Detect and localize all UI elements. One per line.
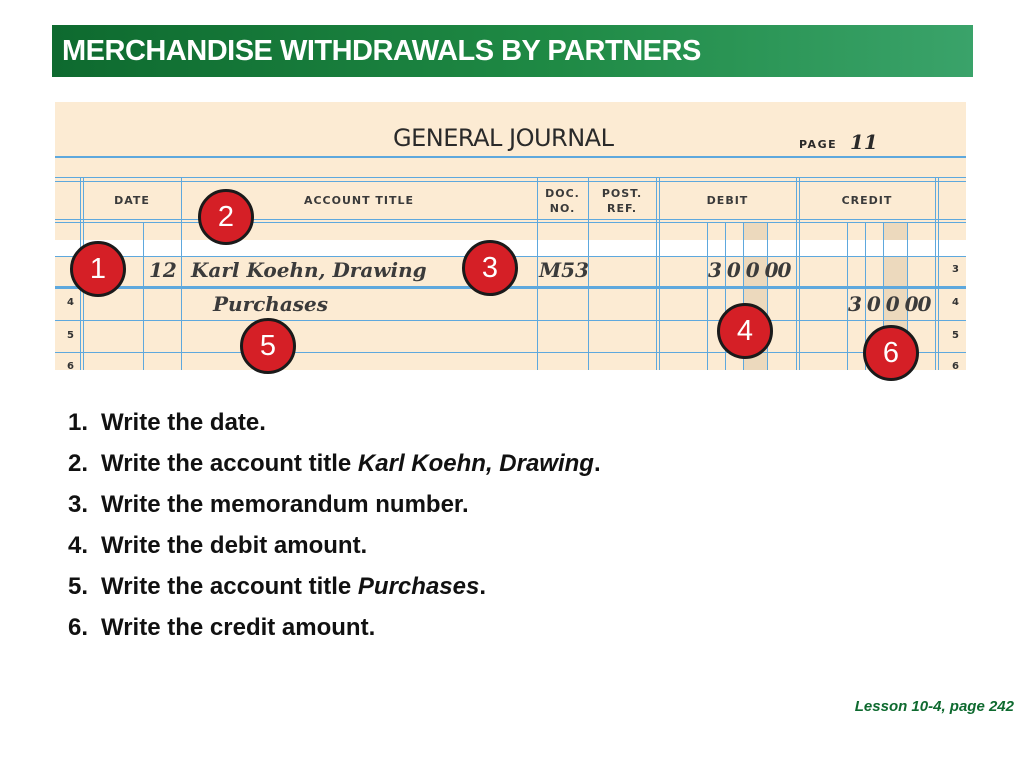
instruction-item	[68, 525, 601, 566]
step-number: 5.	[68, 573, 89, 600]
col-header-date: DATE	[114, 194, 150, 207]
rule	[55, 222, 966, 223]
callout-badge-5: 5	[240, 318, 296, 374]
line-number: 5	[952, 330, 959, 341]
col-header-debit: DEBIT	[706, 194, 749, 207]
step-number: 6.	[68, 614, 89, 641]
entry-account-purchases: Purchases	[213, 292, 329, 316]
slide-title-bar	[52, 25, 973, 77]
rule	[55, 181, 966, 182]
instruction-item	[68, 607, 601, 648]
instruction-item	[68, 484, 601, 525]
entry-date: 12	[149, 258, 177, 282]
line-number: 4	[67, 297, 74, 308]
step-number: 1.	[68, 409, 89, 436]
rule	[143, 222, 144, 370]
step-italic-text: Karl Koehn, Drawing	[357, 450, 594, 477]
page-label: PAGE	[799, 138, 838, 151]
col-header-credit: CREDIT	[841, 194, 893, 207]
step-text: Write the credit amount.	[101, 614, 376, 641]
entry-debit-amount: 3 0 0 00	[708, 258, 791, 282]
rule	[55, 352, 966, 353]
callout-badge-6: 6	[863, 325, 919, 381]
general-journal	[55, 102, 966, 370]
step-italic-text: Purchases	[357, 573, 480, 600]
step-number: 4.	[68, 532, 89, 559]
step-text: Write the account title	[101, 573, 358, 600]
instruction-item	[68, 443, 601, 484]
step-end: .	[479, 573, 486, 600]
step-text: Write the debit amount.	[101, 532, 368, 559]
entry-doc-number: M53	[539, 258, 589, 282]
callout-badge-1: 1	[70, 241, 126, 297]
callout-badge-3: 3	[462, 240, 518, 296]
col-header-account-title: ACCOUNT TITLE	[303, 194, 415, 207]
lesson-reference: Lesson 10-4, page 242	[854, 698, 1014, 715]
col-header-post-ref	[588, 186, 656, 216]
rule	[707, 222, 708, 370]
step-text: Write the date.	[101, 409, 266, 436]
rule	[656, 178, 657, 370]
rule	[55, 219, 966, 220]
rule	[938, 178, 939, 370]
col-header-doc-line2: NO.	[549, 202, 576, 215]
rule	[935, 178, 936, 370]
line-number: 6	[952, 361, 959, 370]
line-number: 6	[67, 361, 74, 370]
col-header-doc-no	[537, 186, 588, 216]
journal-heading: GENERAL JOURNAL	[393, 124, 614, 152]
line-number: 3	[952, 264, 959, 275]
col-header-post-line2: REF.	[606, 202, 638, 215]
rule	[55, 320, 966, 321]
step-text: Write the memorandum number.	[101, 491, 469, 518]
line-number: 4	[952, 297, 959, 308]
col-header-doc-line1: DOC.	[545, 187, 580, 200]
entry-account-drawing: Karl Koehn, Drawing	[191, 258, 427, 282]
rule	[55, 156, 966, 158]
slide-title: MERCHANDISE WITHDRAWALS BY PARTNERS	[62, 35, 701, 67]
step-number: 3.	[68, 491, 89, 518]
instruction-list	[68, 402, 601, 648]
col-header-post-line1: POST.	[601, 187, 643, 200]
line-number: 5	[67, 330, 74, 341]
step-text: Write the account title	[101, 450, 358, 477]
instruction-item	[68, 566, 601, 607]
rule	[55, 177, 966, 178]
page-number: 11	[850, 130, 878, 154]
callout-badge-2: 2	[198, 189, 254, 245]
instruction-item	[68, 402, 601, 443]
step-number: 2.	[68, 450, 89, 477]
entry-credit-amount: 3 0 0 00	[848, 292, 931, 316]
callout-badge-4: 4	[717, 303, 773, 359]
step-end: .	[593, 450, 601, 477]
rule	[796, 178, 797, 370]
